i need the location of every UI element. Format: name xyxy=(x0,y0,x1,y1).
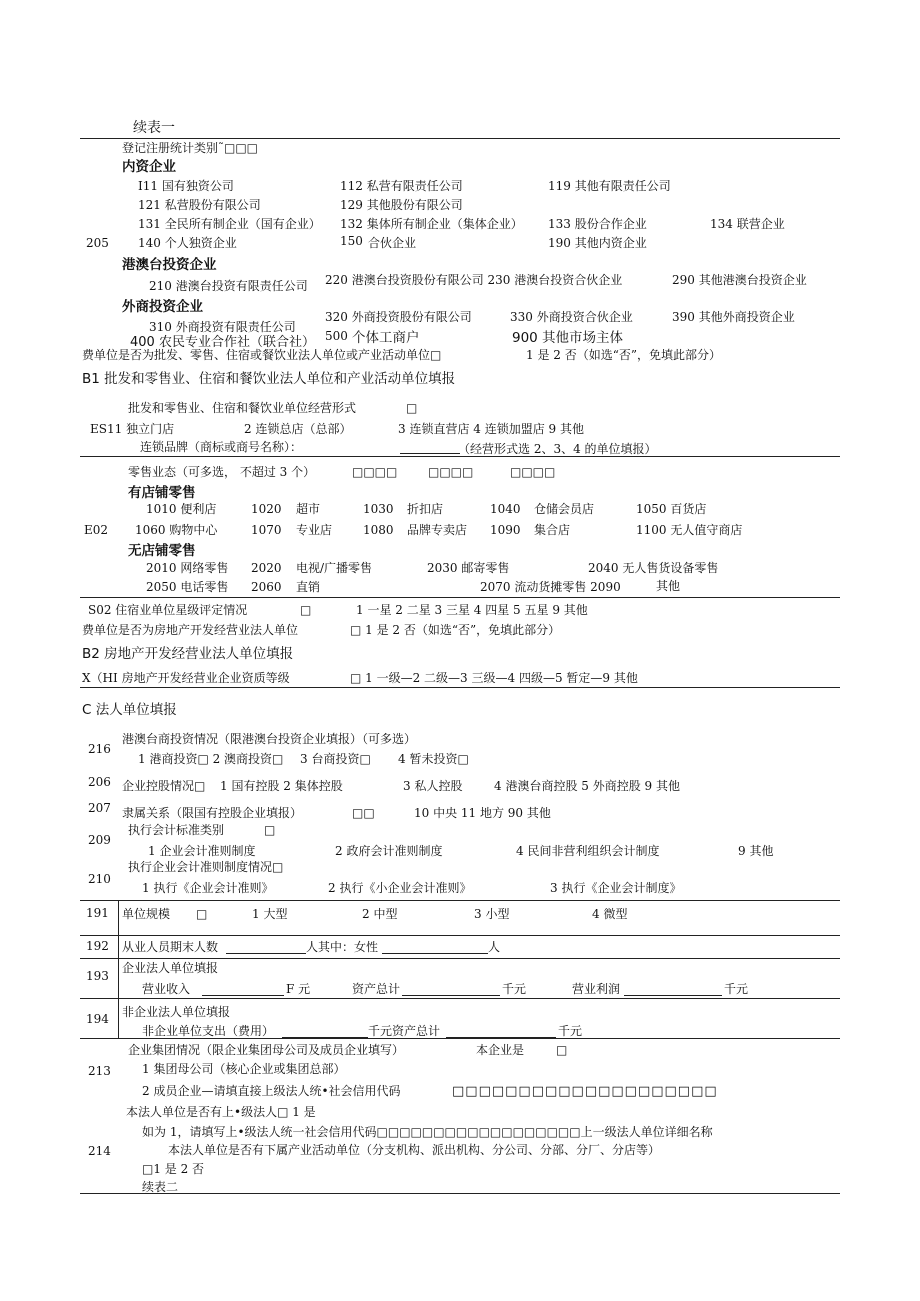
c216-options-1: 1 港商投资□ 2 澳商投资□ xyxy=(138,752,284,766)
c209-options-1: 1 企业会计准则制度 xyxy=(148,844,256,858)
c213-label: 企业集团情况（限企业集团母公司及成员企业填写） xyxy=(128,1043,405,1057)
code-205: 205 xyxy=(86,236,109,250)
c214-parent-question: 本法人单位是否有上•级法人□ 1 是 xyxy=(126,1105,316,1119)
r1030t: 折扣店 xyxy=(407,502,444,516)
r1030: 1030 xyxy=(363,502,394,516)
rule-193-top xyxy=(80,958,840,959)
r2040: 2040 无人售货设备零售 xyxy=(588,561,719,575)
c206-options-3: 4 港澳台商控股 5 外商控股 9 其他 xyxy=(494,779,680,793)
c194-assets-label: 千元资产总计 xyxy=(368,1024,441,1038)
r1010: 1010 便利店 xyxy=(146,502,217,516)
r1060: 1060 购物中心 xyxy=(135,523,218,537)
option-132: 132 集体所有制企业（集体企业） xyxy=(340,217,523,231)
vrule-191-194 xyxy=(118,900,119,1038)
r1070t: 专业店 xyxy=(296,523,333,537)
option-119: 119 其他有限责任公司 xyxy=(548,179,671,193)
c213-box[interactable]: □ xyxy=(556,1043,568,1057)
s02-box[interactable]: □ xyxy=(300,603,312,617)
domestic-heading: 内资企业 xyxy=(122,159,176,175)
c207-label: 隶属关系（限国有控股企业填报） xyxy=(122,806,303,820)
brand-note: （经营形式选 2、3、4 的单位填报） xyxy=(458,442,657,456)
realestate-question: 费单位是否为房地产开发经营业法人单位 xyxy=(82,623,299,637)
c192-unit: 人 xyxy=(488,940,501,954)
code-192: 192 xyxy=(86,939,109,953)
wholesale-options: 1 是 2 否（如选“否”，免填此部分） xyxy=(526,348,721,362)
c193-assets-label: 资产总计 xyxy=(352,982,401,996)
r1040t: 仓储会员店 xyxy=(534,502,595,516)
c213-option-1: 1 集团母公司（核心企业或集团总部） xyxy=(142,1062,346,1076)
option-320: 320 外商投资股份有限公司 xyxy=(325,310,472,324)
r2050: 2050 电话零售 xyxy=(146,580,229,594)
code-191: 191 xyxy=(86,906,109,920)
c206-options-1: 1 国有控股 2 集体控股 xyxy=(220,779,343,793)
b1-form-label: 批发和零售业、住宿和餐饮业单位经营形式 xyxy=(128,401,357,415)
r1100: 1100 无人值守商店 xyxy=(636,523,743,537)
c192-female-label: 人其中：女性 xyxy=(306,940,379,954)
rule-194-top xyxy=(80,998,840,999)
code-206: 206 xyxy=(88,775,111,789)
option-290: 290 其他港澳台投资企业 xyxy=(672,273,807,287)
rule-b1-bottom xyxy=(80,456,840,457)
r2020: 2020 xyxy=(251,561,282,575)
c209-options-4: 9 其他 xyxy=(738,844,774,858)
code-207: 207 xyxy=(88,801,111,815)
option-140: 140 个人独资企业 xyxy=(138,236,237,250)
code-193: 193 xyxy=(86,969,109,983)
c207-box[interactable]: □□ xyxy=(352,806,375,820)
retail-boxes-3[interactable]: □□□□ xyxy=(510,465,556,479)
r2060: 2060 xyxy=(251,580,282,594)
r1090t: 集合店 xyxy=(534,523,571,537)
c193-revenue-unit: F 元 xyxy=(286,982,311,996)
s02-label: S02 住宿业单位星级评定情况 xyxy=(88,603,248,617)
option-150-code: 150 xyxy=(340,234,363,248)
code-214: 214 xyxy=(88,1144,111,1158)
c192-employees-input[interactable] xyxy=(226,942,306,954)
r2010: 2010 网络零售 xyxy=(146,561,229,575)
c213-option-2: 2 成员企业—请填直接上级法人统•社会信用代码 xyxy=(142,1084,401,1098)
option-111: I11 国有独资公司 xyxy=(138,179,234,193)
r2030: 2030 邮寄零售 xyxy=(427,561,510,575)
option-150: 合伙企业 xyxy=(368,236,417,250)
option-310: 310 外商投资有限责任公司 xyxy=(149,320,296,334)
r1070: 1070 xyxy=(251,523,282,537)
c213-is-label: 本企业是 xyxy=(476,1043,525,1057)
store-heading: 有店铺零售 xyxy=(128,485,196,501)
c194-label: 非企业法人单位填报 xyxy=(122,1005,231,1019)
r2090t: 其他 xyxy=(656,579,681,593)
c193-revenue-label: 营业收入 xyxy=(142,982,191,996)
s02-options: 1 一星 2 二星 3 三星 4 四星 5 五星 9 其他 xyxy=(356,603,588,617)
retail-label: 零售业态（可多选， 不超过 3 个） xyxy=(128,465,316,479)
r1020t: 超市 xyxy=(296,502,321,516)
c194-expense-input[interactable] xyxy=(282,1026,368,1038)
c193-label: 企业法人单位填报 xyxy=(122,961,219,975)
wholesale-question: 费单位是否为批发、零售、住宿或餐饮业法人单位或产业活动单位□ xyxy=(82,348,442,362)
xhi-label: X（HI 房地产开发经营业企业资质等级 xyxy=(82,671,290,685)
c193-profit-label: 营业利润 xyxy=(572,982,621,996)
rule-bottom xyxy=(80,1193,840,1194)
c194-expense-label: 非企业单位支出（费用） xyxy=(142,1024,275,1038)
rule-213-top xyxy=(80,1038,840,1039)
r1020: 1020 xyxy=(251,502,282,516)
c209-options-2: 2 政府会计准则制度 xyxy=(335,844,443,858)
r1090: 1090 xyxy=(490,523,521,537)
c209-options-3: 4 民间非营利组织会计制度 xyxy=(516,844,660,858)
code-210: 210 xyxy=(88,872,111,886)
b1-form-box[interactable]: □ xyxy=(406,401,418,415)
page-title: 续表一 xyxy=(133,120,175,136)
option-330: 330 外商投资合伙企业 xyxy=(510,310,633,324)
c192-female-input[interactable] xyxy=(382,942,488,954)
c194-assets-input[interactable] xyxy=(446,1026,556,1038)
c206-label: 企业控股情况□ xyxy=(122,779,206,793)
clipped-row: 400 农民专业合作社（联合社） xyxy=(130,335,315,350)
c191-options-1: 1 大型 xyxy=(252,907,288,921)
r2020t: 电视/广播零售 xyxy=(296,561,373,575)
rule-b2-bottom xyxy=(80,687,840,688)
option-390: 390 其他外商投资企业 xyxy=(672,310,795,324)
r1080: 1080 xyxy=(363,523,394,537)
c216-options-2: 3 台商投资□ xyxy=(300,752,371,766)
code-216: 216 xyxy=(88,742,111,756)
option-900: 900 其他市场主体 xyxy=(512,330,624,346)
option-121: 121 私营股份有限公司 xyxy=(138,198,261,212)
c193-assets-input[interactable] xyxy=(402,984,500,996)
c210-options-1: 1 执行《企业会计准则》 xyxy=(142,881,274,895)
es2-option: 2 连锁总店（总部） xyxy=(244,422,352,436)
r2060t: 直销 xyxy=(296,580,321,594)
realestate-options: □ 1 是 2 否（如选“否”，免填此部分） xyxy=(350,623,561,637)
retail-boxes-1[interactable]: □□□□ xyxy=(352,465,398,479)
option-131: 131 全民所有制企业（国有企业） xyxy=(138,217,321,231)
c209-label: 执行会计标准类别 xyxy=(128,823,225,837)
reg-category-label: 登记注册统计类别˜□□□ xyxy=(122,141,259,155)
hmt-heading: 港澳台投资企业 xyxy=(122,257,217,273)
code-209: 209 xyxy=(88,833,111,847)
rule-191-top xyxy=(80,900,840,901)
c206-options-2: 3 私人控股 xyxy=(403,779,463,793)
option-133: 133 股份合作企业 xyxy=(548,217,647,231)
r1040: 1040 xyxy=(490,502,521,516)
b1-heading: B1 批发和零售业、住宿和餐饮业法人单位和产业活动单位填报 xyxy=(82,371,456,387)
c216-options-3: 4 暂未投资□ xyxy=(398,752,469,766)
r2070: 2070 流动货摊零售 2090 xyxy=(480,580,621,594)
option-190: 190 其他内资企业 xyxy=(548,236,647,250)
footer-continued: 续表二 xyxy=(142,1180,179,1194)
xhi-options: □ 1 一级—2 二级—3 三级—4 四级—5 暂定—9 其他 xyxy=(350,671,638,685)
c193-assets-unit: 千元 xyxy=(502,982,527,996)
c214-sub-question: 本法人单位是否有下属产业活动单位（分支机构、派出机构、分公司、分部、分厂、分店等） xyxy=(168,1143,661,1157)
c191-box[interactable]: □ xyxy=(196,907,208,921)
brand-label: 连锁品牌（商标或商号名称）： xyxy=(140,440,303,454)
c214-parent-code: 如为 1，请填写上•级法人统一社会信用代码□□□□□□□□□□□□□□□□□□上一级法人单位详细名称 xyxy=(142,1125,713,1139)
c191-options-2: 2 中型 xyxy=(362,907,398,921)
option-134: 134 联营企业 xyxy=(710,217,785,231)
c193-profit-unit: 千元 xyxy=(724,982,749,996)
r1080t: 品牌专卖店 xyxy=(407,523,468,537)
c210-options-2: 2 执行《小企业会计准则》 xyxy=(328,881,472,895)
option-500: 个体工商户 xyxy=(352,330,420,346)
c210-label: 执行企业会计准则制度情况□ xyxy=(128,860,284,874)
es3-option: 3 连锁直营店 4 连锁加盟店 9 其他 xyxy=(398,422,584,436)
c210-options-3: 3 执行《企业会计制度》 xyxy=(550,881,682,895)
b2-heading: B2 房地产开发经营业法人单位填报 xyxy=(82,646,294,662)
c214-sub-options: □1 是 2 否 xyxy=(142,1162,205,1176)
foreign-heading: 外商投资企业 xyxy=(122,299,203,315)
c191-label: 单位规模 xyxy=(122,907,171,921)
option-500-code: 500 xyxy=(325,329,348,343)
nostore-heading: 无店铺零售 xyxy=(128,543,196,559)
c213-code-boxes[interactable]: □□□□□□□□□□□□□□□□□□□□ xyxy=(452,1084,718,1099)
rule-top xyxy=(80,138,840,139)
es11-option: ES11 独立门店 xyxy=(90,422,175,436)
code-194: 194 xyxy=(86,1012,109,1026)
c209-box[interactable]: □ xyxy=(264,823,276,837)
c216-label: 港澳台商投资情况（限港澳台投资企业填报）（可多选） xyxy=(122,732,417,746)
c-heading: C 法人单位填报 xyxy=(82,702,177,718)
option-129: 129 其他股份有限公司 xyxy=(340,198,463,212)
c191-options-4: 4 微型 xyxy=(592,907,628,921)
c193-revenue-input[interactable] xyxy=(202,984,284,996)
rule-192-top xyxy=(80,935,840,936)
retail-boxes-2[interactable]: □□□□ xyxy=(428,465,474,479)
c191-options-3: 3 小型 xyxy=(474,907,510,921)
option-210: 210 港澳台投资有限责任公司 xyxy=(149,279,308,293)
option-220-230: 220 港澳台投资股份有限公司 230 港澳台投资合伙企业 xyxy=(325,273,623,287)
code-213: 213 xyxy=(88,1064,111,1078)
rule-e02-bottom xyxy=(80,597,840,598)
c193-profit-input[interactable] xyxy=(624,984,722,996)
r1050: 1050 百货店 xyxy=(636,502,707,516)
c194-assets-unit: 千元 xyxy=(558,1024,583,1038)
code-e02: E02 xyxy=(84,523,109,537)
c207-options: 10 中央 11 地方 90 其他 xyxy=(414,806,551,820)
option-112: 112 私营有限责任公司 xyxy=(340,179,463,193)
c192-employees-label: 从业人员期末人数 xyxy=(122,940,219,954)
brand-input[interactable] xyxy=(400,442,460,454)
